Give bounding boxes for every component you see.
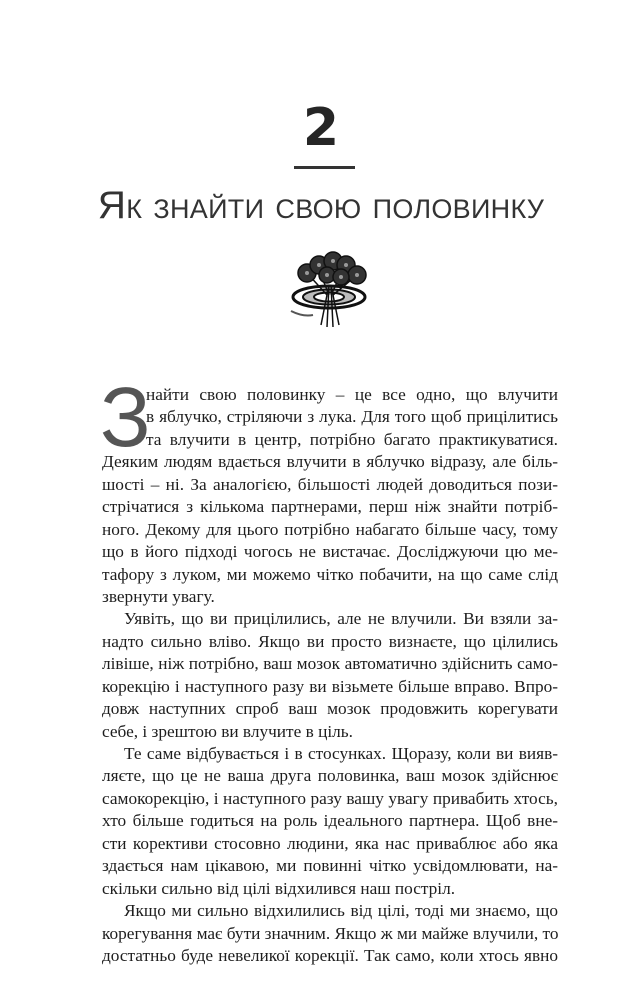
text-line: що в його підході чогось не вистачає. Досліджуючи цю ме- (102, 542, 558, 562)
text-line: в яблучко, стріляючи з лука. Для того щоб прицілитись (146, 407, 558, 427)
text-line: лівіше, ніж потрібно, ваш мозок автоматично здійснить само- (102, 654, 558, 674)
text-line: найти свою половинку – це все одно, що влучити (146, 385, 558, 404)
text-line: себе, і зрештою ви влучите в ціль. (102, 721, 353, 741)
paragraph-1 (102, 384, 558, 608)
text-line: хто більше годиться на роль ідеального партнера. Щоб вне- (102, 811, 558, 831)
text-line: скільки сильно від цілі відхилився наш постріл. (102, 878, 456, 898)
paragraph-3 (102, 743, 558, 900)
text-line: стрічатися з кількома партнерами, перш ніж знайти потріб- (102, 497, 558, 517)
text-line: корекцію і наступного разу ви візьмете більше вправо. Впро- (102, 676, 558, 696)
text-line: Уявіть, що ви прицілились, але не влучили. Ви взяли за- (124, 609, 558, 629)
text-line: ного. Декому для цього потрібно набагато більше часу, тому (102, 519, 558, 539)
text-line: та влучити в центр, потрібно багато практикуватися. (146, 429, 558, 449)
text-line: Якщо ми сильно відхилились від цілі, тоді ми знаємо, що (124, 901, 558, 921)
chapter-title: Як знайти свою половинку (97, 184, 545, 227)
text-line: шості – ні. За аналогією, більшості людей доводиться пози- (102, 474, 558, 494)
text-line: надто сильно вліво. Якщо ви просто визнаєте, що цілились (102, 631, 558, 651)
text-line: здається нам цікавою, ми повинні чітко усвідомлювати, на- (102, 856, 558, 876)
text-line: самокорекцію, і наступного разу вашу увагу привабить хтось, (102, 788, 558, 808)
text-line: достатньо буде невеликої корекції. Так само, коли хтось явно (102, 945, 558, 965)
text-line: Те саме відбувається і в стосунках. Щоразу, коли ви вияв- (124, 744, 558, 763)
drop-cap: З (100, 370, 151, 464)
chapter-divider (294, 166, 355, 169)
text-line: ляєте, що це не ваша друга половинка, ваш мозок здійснює (102, 766, 558, 786)
paragraph-4 (102, 900, 558, 967)
body-text (100, 370, 559, 967)
text-line: звернути увагу. (102, 586, 215, 606)
text-line: корегування має бути значним. Якщо ж ми майже влучили, то (102, 923, 559, 943)
chapter-number: 2 (302, 98, 340, 158)
text-line: сти корективи стосовно людини, яка нас приваблює або яка (102, 833, 558, 853)
paragraph-2 (102, 608, 558, 743)
text-line: Деяким людям вдається влучити в яблучко відразу, але біль- (102, 452, 558, 472)
text-line: довж наступних спроб ваш мозок продовжить корегувати (102, 699, 558, 719)
text-line: тафору з луком, ми можемо чітко побачити, на що саме слід (102, 564, 558, 584)
bouquet-target-illustration-icon (283, 245, 379, 330)
